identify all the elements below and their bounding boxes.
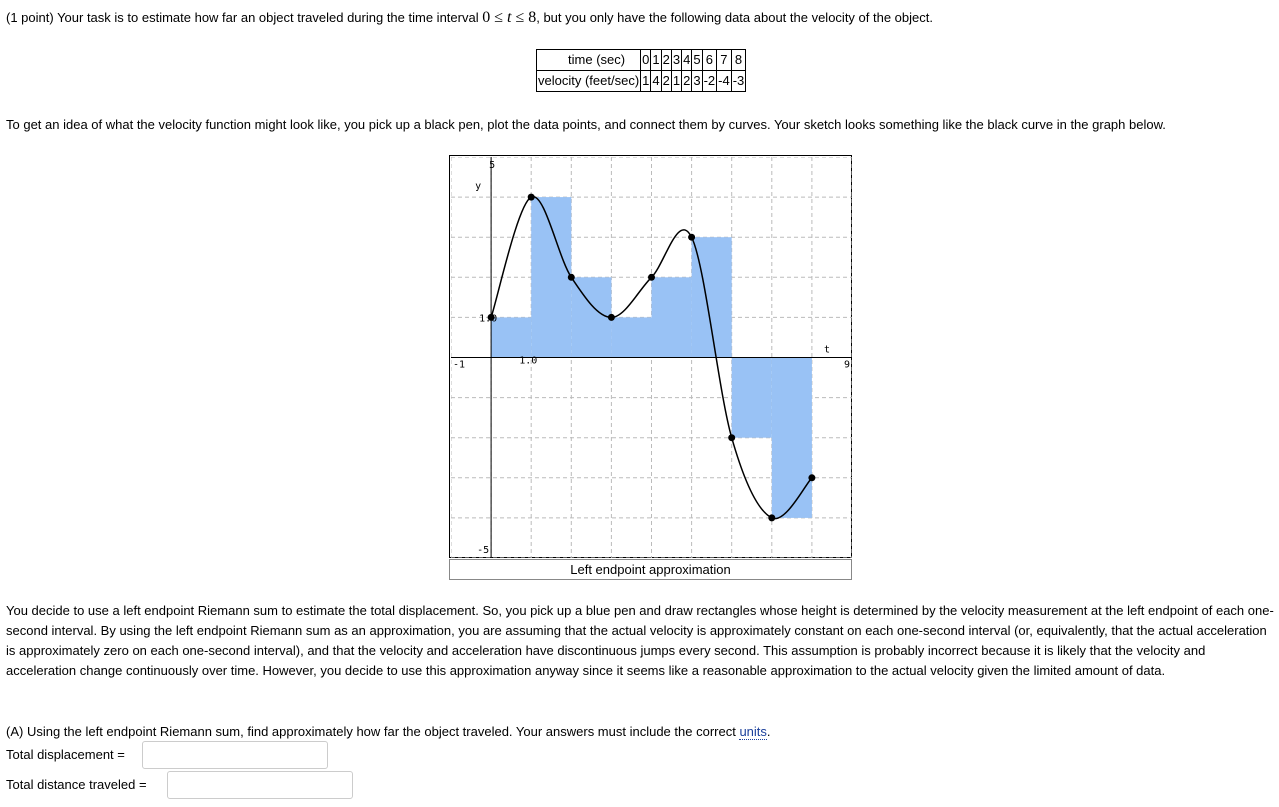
time-cell: 3 bbox=[671, 50, 681, 71]
riemann-rectangle bbox=[611, 317, 651, 357]
velocity-cell: 2 bbox=[661, 71, 671, 92]
data-point bbox=[768, 514, 775, 521]
sketch-paragraph: To get an idea of what the velocity function might look like, you pick up a black pen, plot the data points, and connect them by curves. Your sketch looks something like the black curve in the graph below. bbox=[6, 117, 1166, 132]
distance-input[interactable] bbox=[167, 771, 353, 799]
time-row bbox=[537, 50, 746, 71]
time-cell: 6 bbox=[702, 50, 717, 71]
graph-frame bbox=[449, 155, 852, 558]
part-a-prompt: (A) Using the left endpoint Riemann sum, find approximately how far the object traveled. Your answers must include the correct units. bbox=[6, 724, 771, 739]
data-point bbox=[688, 234, 695, 241]
riemann-graph bbox=[451, 157, 852, 558]
x-axis-label: t bbox=[824, 344, 831, 356]
riemann-rectangle bbox=[772, 358, 812, 518]
data-point bbox=[648, 274, 655, 281]
velocity-row bbox=[537, 71, 746, 92]
velocity-cell: -4 bbox=[717, 71, 732, 92]
displacement-input[interactable] bbox=[142, 741, 328, 769]
problem-intro bbox=[6, 8, 933, 28]
velocity-cell: -3 bbox=[731, 71, 746, 92]
velocity-data-table bbox=[536, 49, 746, 92]
explanation-paragraph: You decide to use a left endpoint Riemann sum to estimate the total displacement. So, you pick up a blue pen and draw rectangles whose height is determined by the velocity measurement at the left endpoint of each one-second interval. By using the left endpoint Riemann sum as an approximation, you are assuming that the actual velocity is approximately constant on each one-second interval (or, equivalently, that the actual acceleration is approximately zero on each one-second interval), and that the velocity and acceleration have discontinuous jumps every second. This assumption is probably incorrect because it is likely that the velocity and acceleration change continuously over time. However, you decide to use this approximation anyway since it seems like a reasonable approximation to the actual velocity given the limited amount of data. bbox=[6, 603, 1274, 678]
velocity-header: velocity (feet/sec) bbox=[537, 71, 641, 92]
time-cell: 8 bbox=[731, 50, 746, 71]
time-cell: 4 bbox=[682, 50, 692, 71]
data-point bbox=[568, 274, 575, 281]
riemann-rectangle bbox=[531, 197, 571, 357]
time-cell: 2 bbox=[661, 50, 671, 71]
graph-caption: Left endpoint approximation bbox=[449, 559, 852, 580]
velocity-cell: 1 bbox=[641, 71, 651, 92]
part-a-text: (A) Using the left endpoint Riemann sum, find approximately how far the object traveled. Your answers must include the correct bbox=[6, 724, 740, 739]
y-max-label: 5 bbox=[489, 160, 496, 171]
y-min-label: -5 bbox=[477, 545, 490, 556]
velocity-cell: -2 bbox=[702, 71, 717, 92]
time-header: time (sec) bbox=[537, 50, 641, 71]
time-cell: 0 bbox=[641, 50, 651, 71]
velocity-cell: 2 bbox=[682, 71, 692, 92]
distance-label: Total distance traveled = bbox=[6, 777, 147, 792]
riemann-rectangle bbox=[652, 277, 692, 357]
data-point bbox=[608, 314, 615, 321]
intro-text-start: (1 point) Your task is to estimate how far an object traveled during the time interval bbox=[6, 10, 483, 25]
data-point bbox=[728, 434, 735, 441]
velocity-cell: 4 bbox=[651, 71, 661, 92]
intro-text-end: , but you only have the following data about the velocity of the object. bbox=[536, 10, 933, 25]
time-interval-math: 0 ≤ t ≤ 8 bbox=[482, 9, 537, 26]
velocity-cell: 1 bbox=[671, 71, 681, 92]
displacement-label: Total displacement = bbox=[6, 747, 125, 762]
x-min-label: -1 bbox=[453, 359, 466, 371]
x-tick-label: 1.0 bbox=[519, 355, 538, 367]
data-point bbox=[808, 474, 815, 481]
y-tick-label: 1.0 bbox=[479, 313, 498, 325]
riemann-rectangle bbox=[571, 277, 611, 357]
time-cell: 5 bbox=[692, 50, 702, 71]
time-cell: 7 bbox=[717, 50, 732, 71]
riemann-rectangle bbox=[732, 358, 772, 438]
x-max-label: 9 bbox=[844, 359, 851, 371]
velocity-cell: 3 bbox=[692, 71, 702, 92]
data-point bbox=[528, 194, 535, 201]
units-help-link[interactable]: units bbox=[739, 724, 767, 739]
time-cell: 1 bbox=[651, 50, 661, 71]
y-axis-label: y bbox=[475, 181, 482, 192]
